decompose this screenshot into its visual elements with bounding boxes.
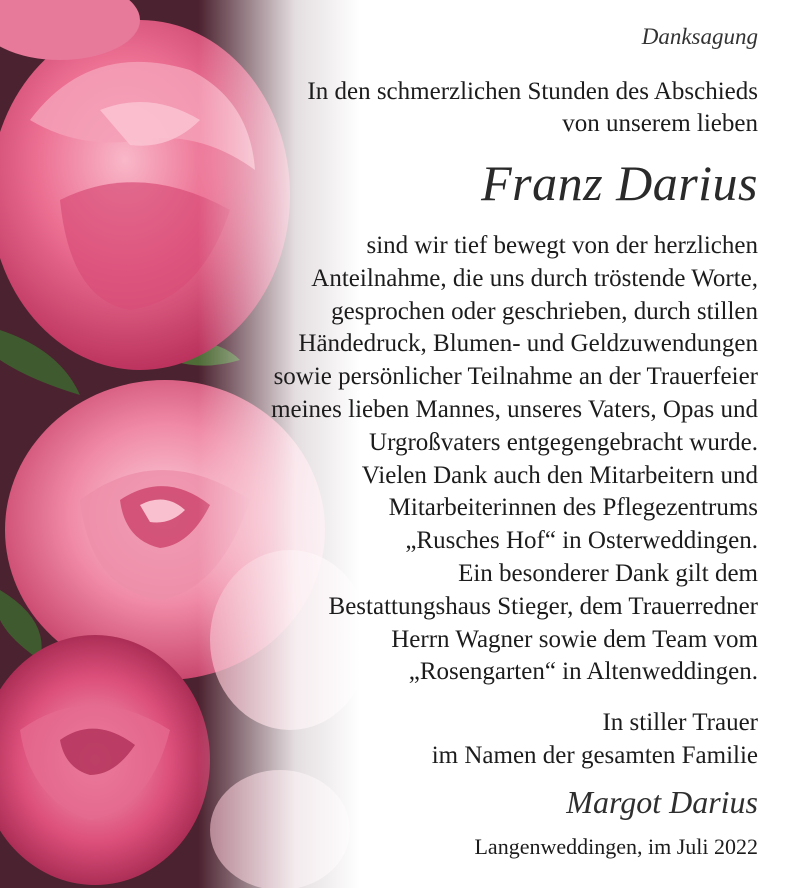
body-line: Vielen Dank auch den Mitarbeitern und [361, 461, 758, 489]
body-line: meines lieben Mannes, unseres Vaters, Opas und [271, 395, 758, 423]
closing-line: In stiller Trauer [602, 709, 758, 736]
body-line: „Rusches Hof“ in Osterweddingen. [405, 527, 758, 555]
intro-line: In den schmerzlichen Stunden des Abschieds [307, 78, 758, 105]
closing-line: im Namen der gesamten Familie [431, 742, 758, 769]
signature: Margot Darius [566, 784, 758, 820]
body-line: Bestattungshaus Stieger, dem Trauerredner [328, 592, 758, 620]
body-line: „Rosengarten“ in Altenweddingen. [408, 658, 758, 686]
deceased-name: Franz Darius [481, 155, 758, 211]
closing-text [432, 706, 758, 772]
body-line: Urgroßvaters entgegengebracht wurde. [369, 428, 758, 456]
body-line: gesprochen oder geschrieben, durch stillen [331, 297, 758, 325]
body-line: Händedruck, Blumen- und Geldzuwendungen [298, 330, 758, 358]
body-line: sowie persönlicher Teilnahme an der Trauerfeier [273, 363, 758, 391]
body-line: Herrn Wagner sowie dem Team vom [391, 625, 758, 653]
body-line: Anteilnahme, die uns durch tröstende Worte, [311, 264, 758, 292]
notice-heading: Danksagung [641, 24, 758, 49]
body-line: Mitarbeiterinnen des Pflegezentrums [388, 494, 758, 522]
body-line: sind wir tief bewegt von der herzlichen [366, 232, 758, 259]
intro-line: von unserem lieben [562, 110, 758, 137]
body-line: Ein besonderer Dank gilt dem [458, 559, 758, 587]
intro-text [307, 76, 758, 140]
body-text [271, 230, 758, 689]
place-date: Langenweddingen, im Juli 2022 [474, 834, 758, 859]
